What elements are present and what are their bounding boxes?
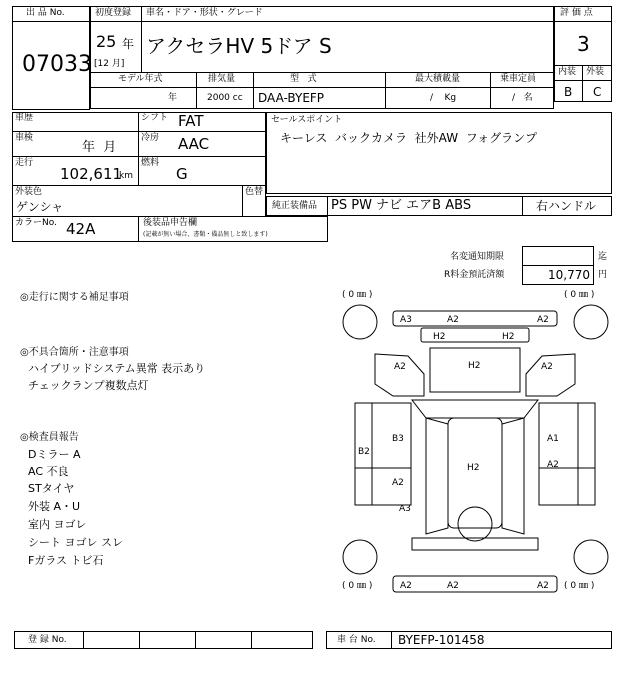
max-load-label: 最大積載量: [415, 74, 461, 84]
year-unit: 年: [122, 37, 135, 51]
displacement-label: 排気量: [208, 74, 236, 84]
corner-mark: ( 0 ㎜ ): [342, 581, 373, 591]
color: ゲンシャ: [16, 200, 64, 214]
grade: 3: [577, 32, 590, 56]
color-no: 42A: [66, 220, 96, 238]
spare-tire: [458, 507, 492, 541]
recycle-value: 10,770: [548, 268, 590, 282]
mark-hood-left: H2: [433, 332, 446, 342]
ac: AAC: [178, 135, 210, 153]
name-change-unit: 迄: [598, 252, 608, 262]
chassis-label: 車 台 No.: [337, 635, 376, 645]
grade-label: 評 価 点: [560, 8, 593, 18]
driving-notes-title: ◎走行に関する補足事項: [20, 292, 129, 303]
mileage: 102,611: [60, 165, 123, 183]
defect-item: チェックランプ複数点灯: [28, 379, 149, 392]
type-label-box: [253, 72, 386, 88]
first-reg-month: [12 月]: [94, 59, 125, 69]
capacity: / 名: [512, 93, 533, 103]
right-body: [539, 403, 595, 505]
mark-fender-left: A2: [394, 362, 406, 372]
corner-mark: ( 0 ㎜ ): [564, 581, 595, 591]
vehicle-desc-label: 車名・ドア・形状・グレード: [146, 8, 263, 18]
max-load: / Kg: [430, 93, 457, 103]
aftermarket-note: (記載が無い場合、書類・備品無しと致します): [143, 231, 268, 238]
recycle-unit: 円: [598, 270, 608, 280]
mark-quarter-left: A3: [399, 504, 411, 514]
tire-front-left: [343, 305, 377, 339]
mark-roof: H2: [467, 463, 480, 473]
inspector-item: シート ヨゴレ スレ: [28, 536, 123, 549]
mark-rear-center: A2: [447, 581, 459, 591]
mark-door-right-rear: A2: [547, 460, 559, 470]
corner-mark: ( 0 ㎜ ): [342, 290, 373, 300]
tire-front-right: [574, 305, 608, 339]
inspection-value: 年 月: [82, 140, 117, 155]
color-change-label: 色替: [245, 187, 264, 197]
mark-side-left: B2: [358, 447, 370, 457]
type: DAA-BYEFP: [258, 91, 325, 105]
mark-front-right: A2: [537, 315, 549, 325]
color-label: 外装色: [15, 187, 43, 197]
inspector-item: 室内 ヨゴレ: [28, 518, 87, 531]
model-year-label: モデル年式: [118, 74, 163, 84]
color-no-label: カラーNo.: [15, 218, 57, 228]
mark-fender-right: A2: [541, 362, 553, 372]
left-front-fender: [375, 354, 424, 396]
reg-no-cell: [139, 631, 196, 649]
equipment-label: 純正装備品: [272, 201, 318, 211]
reg-no-cell: [251, 631, 313, 649]
roof-panel: [448, 418, 502, 528]
sales-points: キーレス バックカメラ 社外AW フォグランプ: [280, 131, 538, 145]
front-bumper: [393, 311, 557, 326]
right-front-fender: [526, 354, 575, 396]
ac-label: 冷房: [141, 133, 160, 143]
inspector-item: STタイヤ: [28, 482, 75, 495]
shift: FAT: [178, 112, 204, 130]
lot-no: 07033: [22, 52, 92, 77]
model-year-box: [90, 87, 197, 109]
first-reg-label: 初度登録: [95, 8, 132, 18]
inspector-item: Dミラー A: [28, 448, 81, 461]
name-change-box: [522, 246, 594, 266]
reg-no-cell: [195, 631, 252, 649]
type-label: 型 式: [290, 74, 317, 84]
equipment: PS PW ナビ エアB ABS: [331, 198, 472, 213]
rear-hatch: [412, 538, 538, 550]
inspector-item: AC 不良: [28, 465, 69, 478]
mark-front-left: A3: [400, 315, 412, 325]
fuel: G: [176, 165, 188, 183]
shift-label: シフト: [141, 113, 169, 123]
inspection-label: 車検: [15, 133, 34, 143]
inspector-item: 外装 A・U: [28, 500, 81, 513]
mark-rear-right: A2: [537, 581, 549, 591]
windshield: [412, 400, 538, 418]
reg-no-label: 登 録 No.: [28, 635, 67, 645]
history-label: 車歴: [15, 113, 34, 123]
tire-rear-right: [574, 540, 608, 574]
chassis-no: BYEFP-101458: [398, 633, 485, 647]
mark-door-left-rear: A2: [392, 478, 404, 488]
mileage-unit: km: [119, 171, 133, 181]
mark-door-right-front: A1: [547, 434, 559, 444]
vehicle-name: アクセラHV 5ドア S: [146, 34, 332, 58]
inspector-title: ◎検査員報告: [20, 432, 79, 443]
reg-no-cell: [83, 631, 140, 649]
first-reg-year: 25: [96, 32, 117, 51]
interior-label: 内装: [558, 67, 577, 77]
fuel-label: 燃料: [141, 158, 160, 168]
mark-rear-left: A2: [400, 581, 412, 591]
interior-grade: B: [564, 85, 573, 99]
exterior-label: 外装: [586, 67, 605, 77]
defect-item: ハイブリッドシステム異常 表示あり: [28, 362, 206, 375]
corner-mark: ( 0 ㎜ ): [564, 290, 595, 300]
displacement: 2000 cc: [207, 93, 243, 103]
lot-no-label: 出 品 No.: [26, 8, 65, 18]
aftermarket-label: 後装品申告欄: [143, 218, 198, 228]
sales-points-label: セールスポイント: [271, 115, 343, 125]
mark-front-center: A2: [447, 315, 459, 325]
tire-rear-left: [343, 540, 377, 574]
rear-bumper: [393, 576, 557, 592]
mileage-label: 走行: [15, 158, 34, 168]
mark-hood-right: H2: [502, 332, 515, 342]
inspector-item: Fガラス トビ石: [28, 554, 104, 567]
capacity-label: 乗車定員: [500, 74, 537, 84]
name-change-label: 名変通知期限: [450, 252, 505, 262]
exterior-grade: C: [593, 85, 602, 99]
damage-diagram: [338, 288, 612, 610]
mark-hood: H2: [468, 361, 481, 371]
defects-title: ◎不具合箇所・注意事項: [20, 347, 129, 358]
steering: 右ハンドル: [536, 199, 597, 213]
recycle-label: R料金預託済額: [444, 270, 505, 280]
model-year-value: 年: [168, 93, 178, 103]
mark-door-left-front: B3: [392, 434, 404, 444]
